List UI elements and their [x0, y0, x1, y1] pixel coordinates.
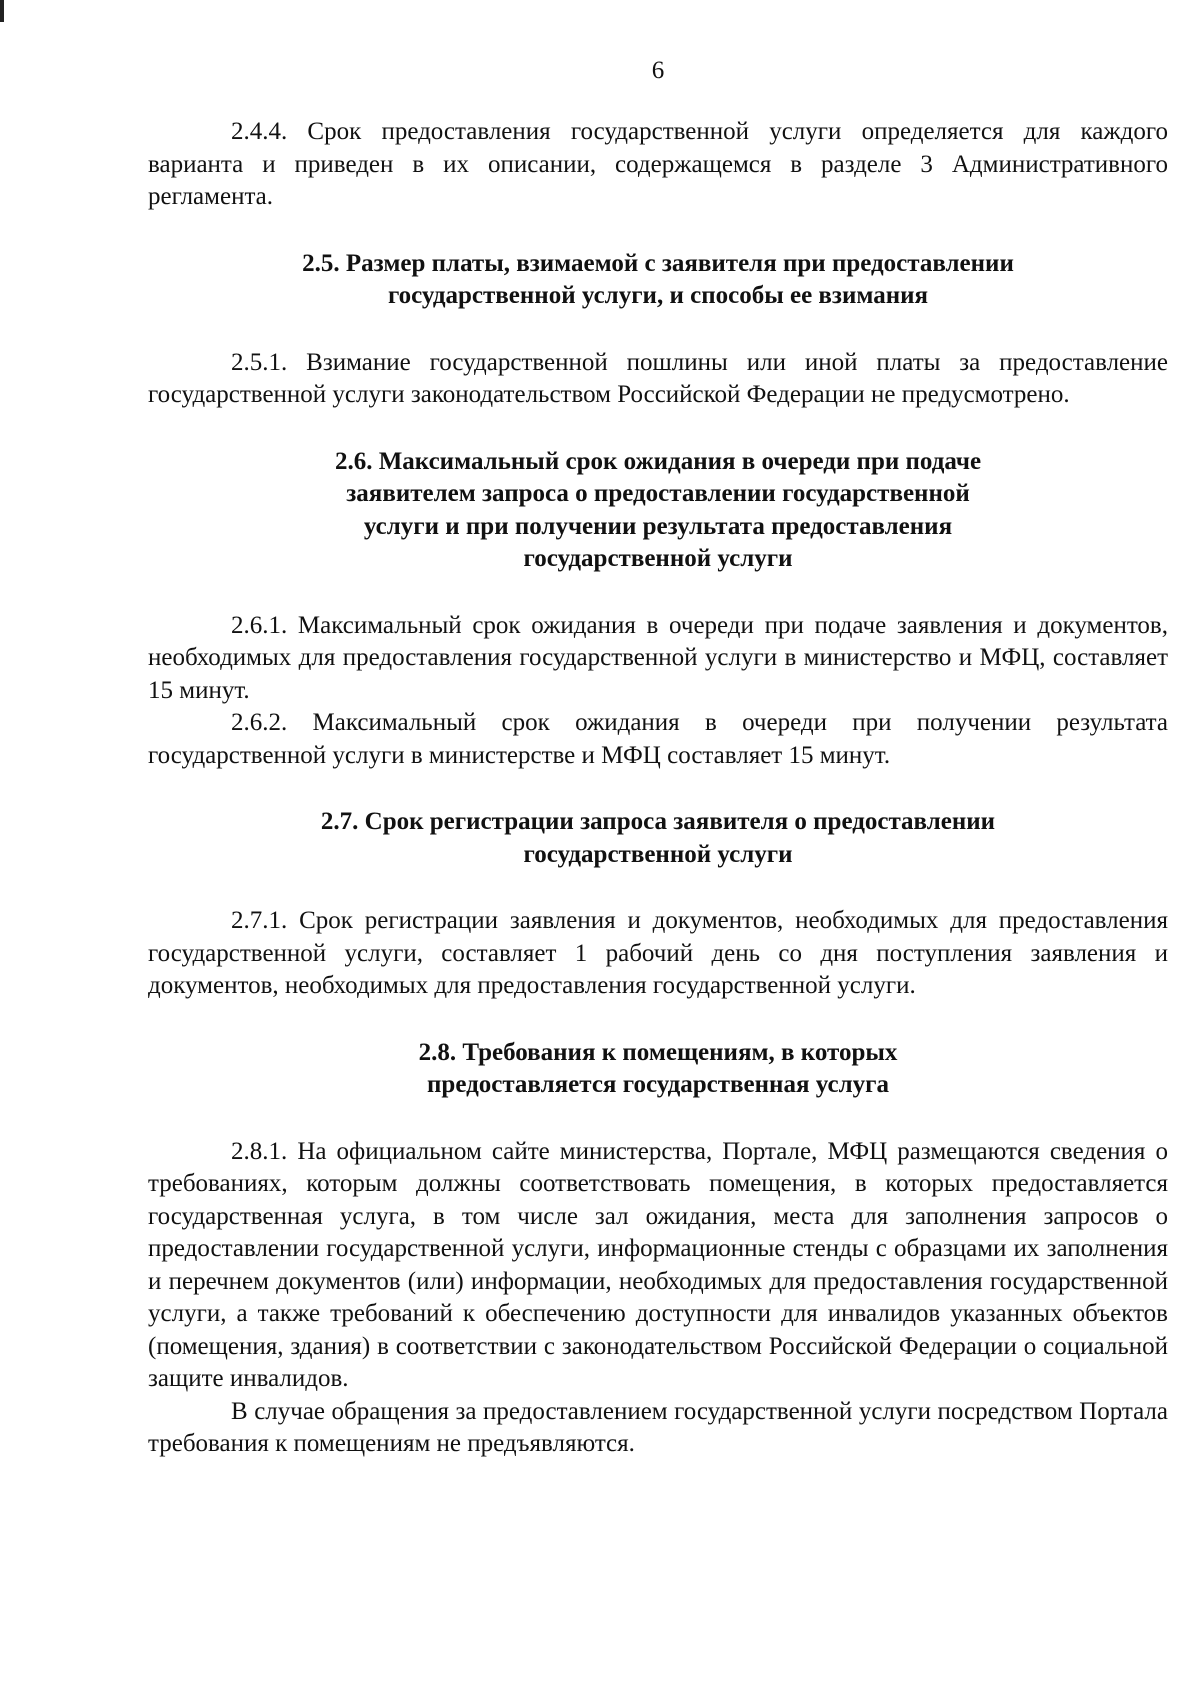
heading-line: 2.5. Размер платы, взимаемой с заявителя при предоставлении: [302, 249, 1014, 277]
heading-line: государственной услуги, и способы ее взимания: [387, 282, 929, 309]
heading-line: государственной услуги: [523, 545, 793, 572]
heading-line: государственной услуги: [523, 840, 793, 868]
heading-line: услуги и при получении результата предоставления: [363, 512, 953, 540]
heading-line: 2.6. Максимальный срок ожидания в очереди при подаче: [334, 447, 982, 475]
paragraph-2-4-4: 2.4.4. Срок предоставления государственной услуги определяется для каждого варианта и приведен в их описании, содержащемся в разделе 3 Административного регламента.: [148, 118, 1168, 210]
heading-line: 2.8. Требования к помещениям, в которых: [418, 1038, 898, 1066]
heading-line: 2.7. Срок регистрации запроса заявителя о предоставлении: [320, 808, 996, 835]
paragraph-2-8-portal: В случае обращения за предоставлением государственной услуги посредством Портала требования к помещениям не предъявляются.: [148, 1397, 1168, 1457]
heading-2-6: [148, 446, 1168, 576]
heading-2-8: [148, 1037, 1168, 1102]
heading-line: заявителем запроса о предоставлении государственной: [346, 480, 970, 507]
page-number: 6: [651, 57, 665, 84]
heading-line: предоставляется государственная услуга: [427, 1071, 889, 1098]
paragraph-2-5-1: 2.5.1. Взимание государственной пошлины или иной платы за предоставление государственной услуги законодательством Российской Федерации не предусмотрено.: [148, 348, 1168, 408]
heading-2-5: [148, 248, 1168, 313]
paragraph-2-7-1: 2.7.1. Срок регистрации заявления и документов, необходимых для предоставления государственной услуги, составляет 1 рабочий день со дня поступления заявления и документов, необходимых для предоставления государственной услуги.: [148, 907, 1168, 999]
document-page: [148, 56, 1168, 1461]
paragraph-2-8-1: 2.8.1. На официальном сайте министерства, Портале, МФЦ размещаются сведения о требованиях, которым должны соответствовать помещения, в которых предоставляется государственная услуга, в том числе зал ожидания, места для заполнения запросов о предоставлении государственной услуги, информационные стенды с образцами их заполнения и перечнем документов (или) информации, необходимых для предоставления государственной услуги, а также требований к обеспечению доступности для инвалидов указанных объектов (помещения, здания) в соответствии с законодательством Российской Федерации о социальной защите инвалидов.: [148, 1137, 1168, 1392]
paragraph-2-6-2: 2.6.2. Максимальный срок ожидания в очереди при получении результата государственной услуги в министерстве и МФЦ составляет 15 минут.: [148, 709, 1168, 769]
heading-2-7: [148, 806, 1168, 871]
scan-edge-mark: [0, 0, 4, 22]
paragraph-2-6-1: 2.6.1. Максимальный срок ожидания в очереди при подаче заявления и документов, необходимых для предоставления государственной услуги в министерство и МФЦ, составляет 15 минут.: [148, 611, 1168, 704]
